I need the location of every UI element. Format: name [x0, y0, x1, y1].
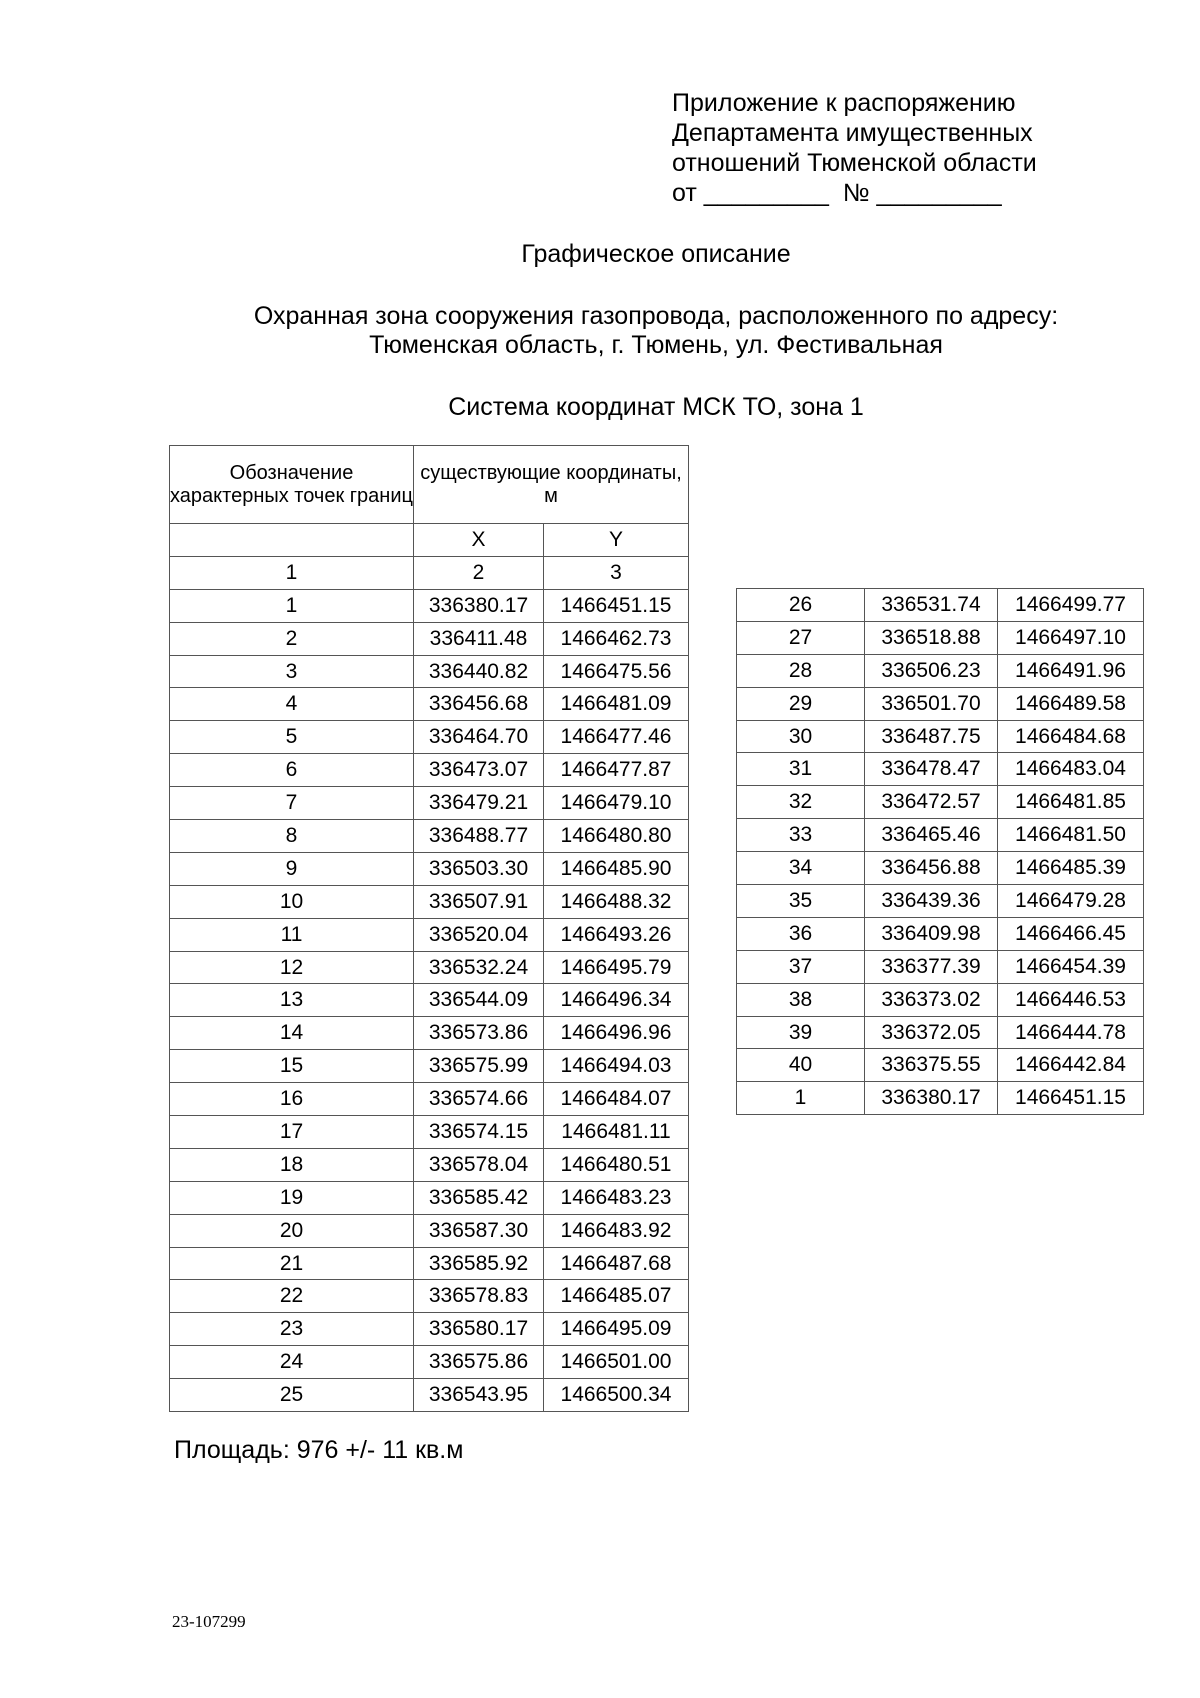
area-text: Площадь: 976 +/- 11 кв.м	[174, 1436, 464, 1464]
point-number-cell: 39	[737, 1016, 865, 1049]
x-coordinate-cell: 336377.39	[865, 950, 998, 983]
table-row	[170, 622, 689, 655]
y-coordinate-cell: 1466485.39	[998, 852, 1144, 885]
point-number-cell: 34	[737, 852, 865, 885]
point-number-cell: 33	[737, 819, 865, 852]
table-row	[170, 1280, 689, 1313]
x-coordinate-cell: 336520.04	[414, 918, 544, 951]
point-number-cell: 4	[170, 688, 414, 721]
table-row	[737, 654, 1144, 687]
table-axis-row	[170, 524, 689, 557]
x-coordinate-cell: 336578.83	[414, 1280, 544, 1313]
y-coordinate-cell: 1466480.80	[544, 820, 689, 853]
y-coordinate-cell: 1466500.34	[544, 1379, 689, 1412]
table-row	[170, 1116, 689, 1149]
y-coordinate-cell: 1466446.53	[998, 983, 1144, 1016]
point-number-cell: 2	[170, 622, 414, 655]
y-coordinate-cell: 1466484.68	[998, 720, 1144, 753]
x-coordinate-cell: 336573.86	[414, 1017, 544, 1050]
table-row	[737, 983, 1144, 1016]
header-empty-cell	[170, 524, 414, 557]
x-coordinate-cell: 336440.82	[414, 655, 544, 688]
x-coordinate-cell: 336456.68	[414, 688, 544, 721]
point-number-cell: 40	[737, 1049, 865, 1082]
y-coordinate-cell: 1466475.56	[544, 655, 689, 688]
x-coordinate-cell: 336543.95	[414, 1379, 544, 1412]
y-coordinate-cell: 1466481.09	[544, 688, 689, 721]
x-coordinate-cell: 336532.24	[414, 951, 544, 984]
table-row	[170, 852, 689, 885]
y-coordinate-cell: 1466442.84	[998, 1049, 1144, 1082]
table-row	[170, 1346, 689, 1379]
x-coordinate-cell: 336574.15	[414, 1116, 544, 1149]
point-number-cell: 36	[737, 917, 865, 950]
appendix-line: Приложение к распоряжению	[672, 89, 1016, 117]
y-coordinate-cell: 1466484.07	[544, 1083, 689, 1116]
appendix-line: Департамента имущественных	[672, 119, 1033, 147]
table-row	[170, 655, 689, 688]
point-number-cell: 3	[170, 655, 414, 688]
table-row	[170, 820, 689, 853]
subject-line: Охранная зона сооружения газопровода, расположенного по адресу:	[253, 302, 1059, 330]
table-row	[737, 589, 1144, 622]
point-number-cell: 19	[170, 1181, 414, 1214]
point-number-cell: 37	[737, 950, 865, 983]
coordinate-system: Система координат МСК ТО, зона 1	[448, 393, 864, 421]
appendix-block	[672, 88, 1037, 208]
y-coordinate-cell: 1466501.00	[544, 1346, 689, 1379]
coordinates-table-left	[169, 445, 689, 1412]
x-coordinate-cell: 336575.99	[414, 1050, 544, 1083]
table-row	[170, 787, 689, 820]
table-row	[170, 1148, 689, 1181]
x-coordinate-cell: 336575.86	[414, 1346, 544, 1379]
table-row	[170, 1050, 689, 1083]
y-coordinate-cell: 1466444.78	[998, 1016, 1144, 1049]
x-coordinate-cell: 336472.57	[865, 786, 998, 819]
table-row	[737, 1082, 1144, 1115]
column-number: 1	[170, 556, 414, 589]
document-title: Графическое описание	[521, 240, 791, 268]
table-row	[170, 984, 689, 1017]
header-points: Обозначение характерных точек границ	[170, 446, 414, 524]
point-number-cell: 11	[170, 918, 414, 951]
point-number-cell: 18	[170, 1148, 414, 1181]
header-y: Y	[544, 524, 689, 557]
header-x: X	[414, 524, 544, 557]
point-number-cell: 6	[170, 754, 414, 787]
table-row	[170, 688, 689, 721]
point-number-cell: 17	[170, 1116, 414, 1149]
table-row	[737, 621, 1144, 654]
y-coordinate-cell: 1466488.32	[544, 885, 689, 918]
x-coordinate-cell: 336585.42	[414, 1181, 544, 1214]
table-column-number-row	[170, 556, 689, 589]
x-coordinate-cell: 336578.04	[414, 1148, 544, 1181]
coordinates-table-right	[736, 588, 1144, 1115]
column-number: 2	[414, 556, 544, 589]
subject-line: Тюменская область, г. Тюмень, ул. Фестивальная	[369, 331, 943, 359]
point-number-cell: 10	[170, 885, 414, 918]
y-coordinate-cell: 1466466.45	[998, 917, 1144, 950]
y-coordinate-cell: 1466485.07	[544, 1280, 689, 1313]
y-coordinate-cell: 1466483.92	[544, 1214, 689, 1247]
x-coordinate-cell: 336411.48	[414, 622, 544, 655]
document-number: 23-107299	[172, 1612, 246, 1631]
y-coordinate-cell: 1466454.39	[998, 950, 1144, 983]
x-coordinate-cell: 336587.30	[414, 1214, 544, 1247]
table-row	[737, 885, 1144, 918]
y-coordinate-cell: 1466494.03	[544, 1050, 689, 1083]
table-row	[170, 721, 689, 754]
table-row	[737, 1016, 1144, 1049]
appendix-date-number-line: от _________ № _________	[672, 179, 1002, 207]
x-coordinate-cell: 336409.98	[865, 917, 998, 950]
point-number-cell: 21	[170, 1247, 414, 1280]
table-row	[170, 1017, 689, 1050]
point-number-cell: 26	[737, 589, 865, 622]
y-coordinate-cell: 1466477.46	[544, 721, 689, 754]
y-coordinate-cell: 1466451.15	[998, 1082, 1144, 1115]
point-number-cell: 20	[170, 1214, 414, 1247]
y-coordinate-cell: 1466481.11	[544, 1116, 689, 1149]
x-coordinate-cell: 336464.70	[414, 721, 544, 754]
table-row	[170, 1313, 689, 1346]
y-coordinate-cell: 1466495.09	[544, 1313, 689, 1346]
x-coordinate-cell: 336439.36	[865, 885, 998, 918]
point-number-cell: 13	[170, 984, 414, 1017]
x-coordinate-cell: 336518.88	[865, 621, 998, 654]
x-coordinate-cell: 336479.21	[414, 787, 544, 820]
column-number: 3	[544, 556, 689, 589]
y-coordinate-cell: 1466496.34	[544, 984, 689, 1017]
point-number-cell: 12	[170, 951, 414, 984]
table-row	[170, 1083, 689, 1116]
point-number-cell: 27	[737, 621, 865, 654]
table-row	[737, 786, 1144, 819]
y-coordinate-cell: 1466462.73	[544, 622, 689, 655]
point-number-cell: 31	[737, 753, 865, 786]
y-coordinate-cell: 1466497.10	[998, 621, 1144, 654]
point-number-cell: 14	[170, 1017, 414, 1050]
table-row	[170, 1379, 689, 1412]
point-number-cell: 38	[737, 983, 865, 1016]
point-number-cell: 24	[170, 1346, 414, 1379]
x-coordinate-cell: 336372.05	[865, 1016, 998, 1049]
y-coordinate-cell: 1466496.96	[544, 1017, 689, 1050]
y-coordinate-cell: 1466483.23	[544, 1181, 689, 1214]
y-coordinate-cell: 1466493.26	[544, 918, 689, 951]
y-coordinate-cell: 1466483.04	[998, 753, 1144, 786]
point-number-cell: 7	[170, 787, 414, 820]
header-coordinates: существующие координаты, м	[414, 446, 689, 524]
x-coordinate-cell: 336501.70	[865, 687, 998, 720]
point-number-cell: 9	[170, 852, 414, 885]
table-row	[170, 885, 689, 918]
table-header-row	[170, 446, 689, 524]
x-coordinate-cell: 336373.02	[865, 983, 998, 1016]
point-number-cell: 30	[737, 720, 865, 753]
point-number-cell: 28	[737, 654, 865, 687]
point-number-cell: 5	[170, 721, 414, 754]
table-row	[170, 1247, 689, 1280]
y-coordinate-cell: 1466451.15	[544, 589, 689, 622]
x-coordinate-cell: 336574.66	[414, 1083, 544, 1116]
table-row	[737, 1049, 1144, 1082]
appendix-line: отношений Тюменской области	[672, 149, 1037, 177]
x-coordinate-cell: 336506.23	[865, 654, 998, 687]
document-subject	[56, 302, 1200, 360]
x-coordinate-cell: 336585.92	[414, 1247, 544, 1280]
y-coordinate-cell: 1466481.50	[998, 819, 1144, 852]
y-coordinate-cell: 1466481.85	[998, 786, 1144, 819]
table-row	[170, 1181, 689, 1214]
y-coordinate-cell: 1466477.87	[544, 754, 689, 787]
point-number-cell: 1	[170, 589, 414, 622]
x-coordinate-cell: 336503.30	[414, 852, 544, 885]
table-row	[737, 950, 1144, 983]
point-number-cell: 32	[737, 786, 865, 819]
y-coordinate-cell: 1466480.51	[544, 1148, 689, 1181]
point-number-cell: 29	[737, 687, 865, 720]
table-row	[170, 1214, 689, 1247]
point-number-cell: 23	[170, 1313, 414, 1346]
x-coordinate-cell: 336507.91	[414, 885, 544, 918]
x-coordinate-cell: 336380.17	[865, 1082, 998, 1115]
y-coordinate-cell: 1466479.28	[998, 885, 1144, 918]
y-coordinate-cell: 1466499.77	[998, 589, 1144, 622]
point-number-cell: 8	[170, 820, 414, 853]
x-coordinate-cell: 336465.46	[865, 819, 998, 852]
table-row	[737, 819, 1144, 852]
x-coordinate-cell: 336531.74	[865, 589, 998, 622]
y-coordinate-cell: 1466491.96	[998, 654, 1144, 687]
table-row	[170, 589, 689, 622]
x-coordinate-cell: 336380.17	[414, 589, 544, 622]
point-number-cell: 35	[737, 885, 865, 918]
x-coordinate-cell: 336473.07	[414, 754, 544, 787]
x-coordinate-cell: 336488.77	[414, 820, 544, 853]
x-coordinate-cell: 336375.55	[865, 1049, 998, 1082]
y-coordinate-cell: 1466489.58	[998, 687, 1144, 720]
y-coordinate-cell: 1466479.10	[544, 787, 689, 820]
table-row	[737, 687, 1144, 720]
y-coordinate-cell: 1466487.68	[544, 1247, 689, 1280]
table-row	[737, 852, 1144, 885]
x-coordinate-cell: 336478.47	[865, 753, 998, 786]
point-number-cell: 1	[737, 1082, 865, 1115]
x-coordinate-cell: 336580.17	[414, 1313, 544, 1346]
table-row	[737, 917, 1144, 950]
point-number-cell: 16	[170, 1083, 414, 1116]
x-coordinate-cell: 336544.09	[414, 984, 544, 1017]
point-number-cell: 15	[170, 1050, 414, 1083]
x-coordinate-cell: 336487.75	[865, 720, 998, 753]
point-number-cell: 22	[170, 1280, 414, 1313]
table-row	[737, 753, 1144, 786]
y-coordinate-cell: 1466485.90	[544, 852, 689, 885]
y-coordinate-cell: 1466495.79	[544, 951, 689, 984]
point-number-cell: 25	[170, 1379, 414, 1412]
table-row	[170, 754, 689, 787]
table-row	[170, 918, 689, 951]
x-coordinate-cell: 336456.88	[865, 852, 998, 885]
table-row	[170, 951, 689, 984]
table-row	[737, 720, 1144, 753]
